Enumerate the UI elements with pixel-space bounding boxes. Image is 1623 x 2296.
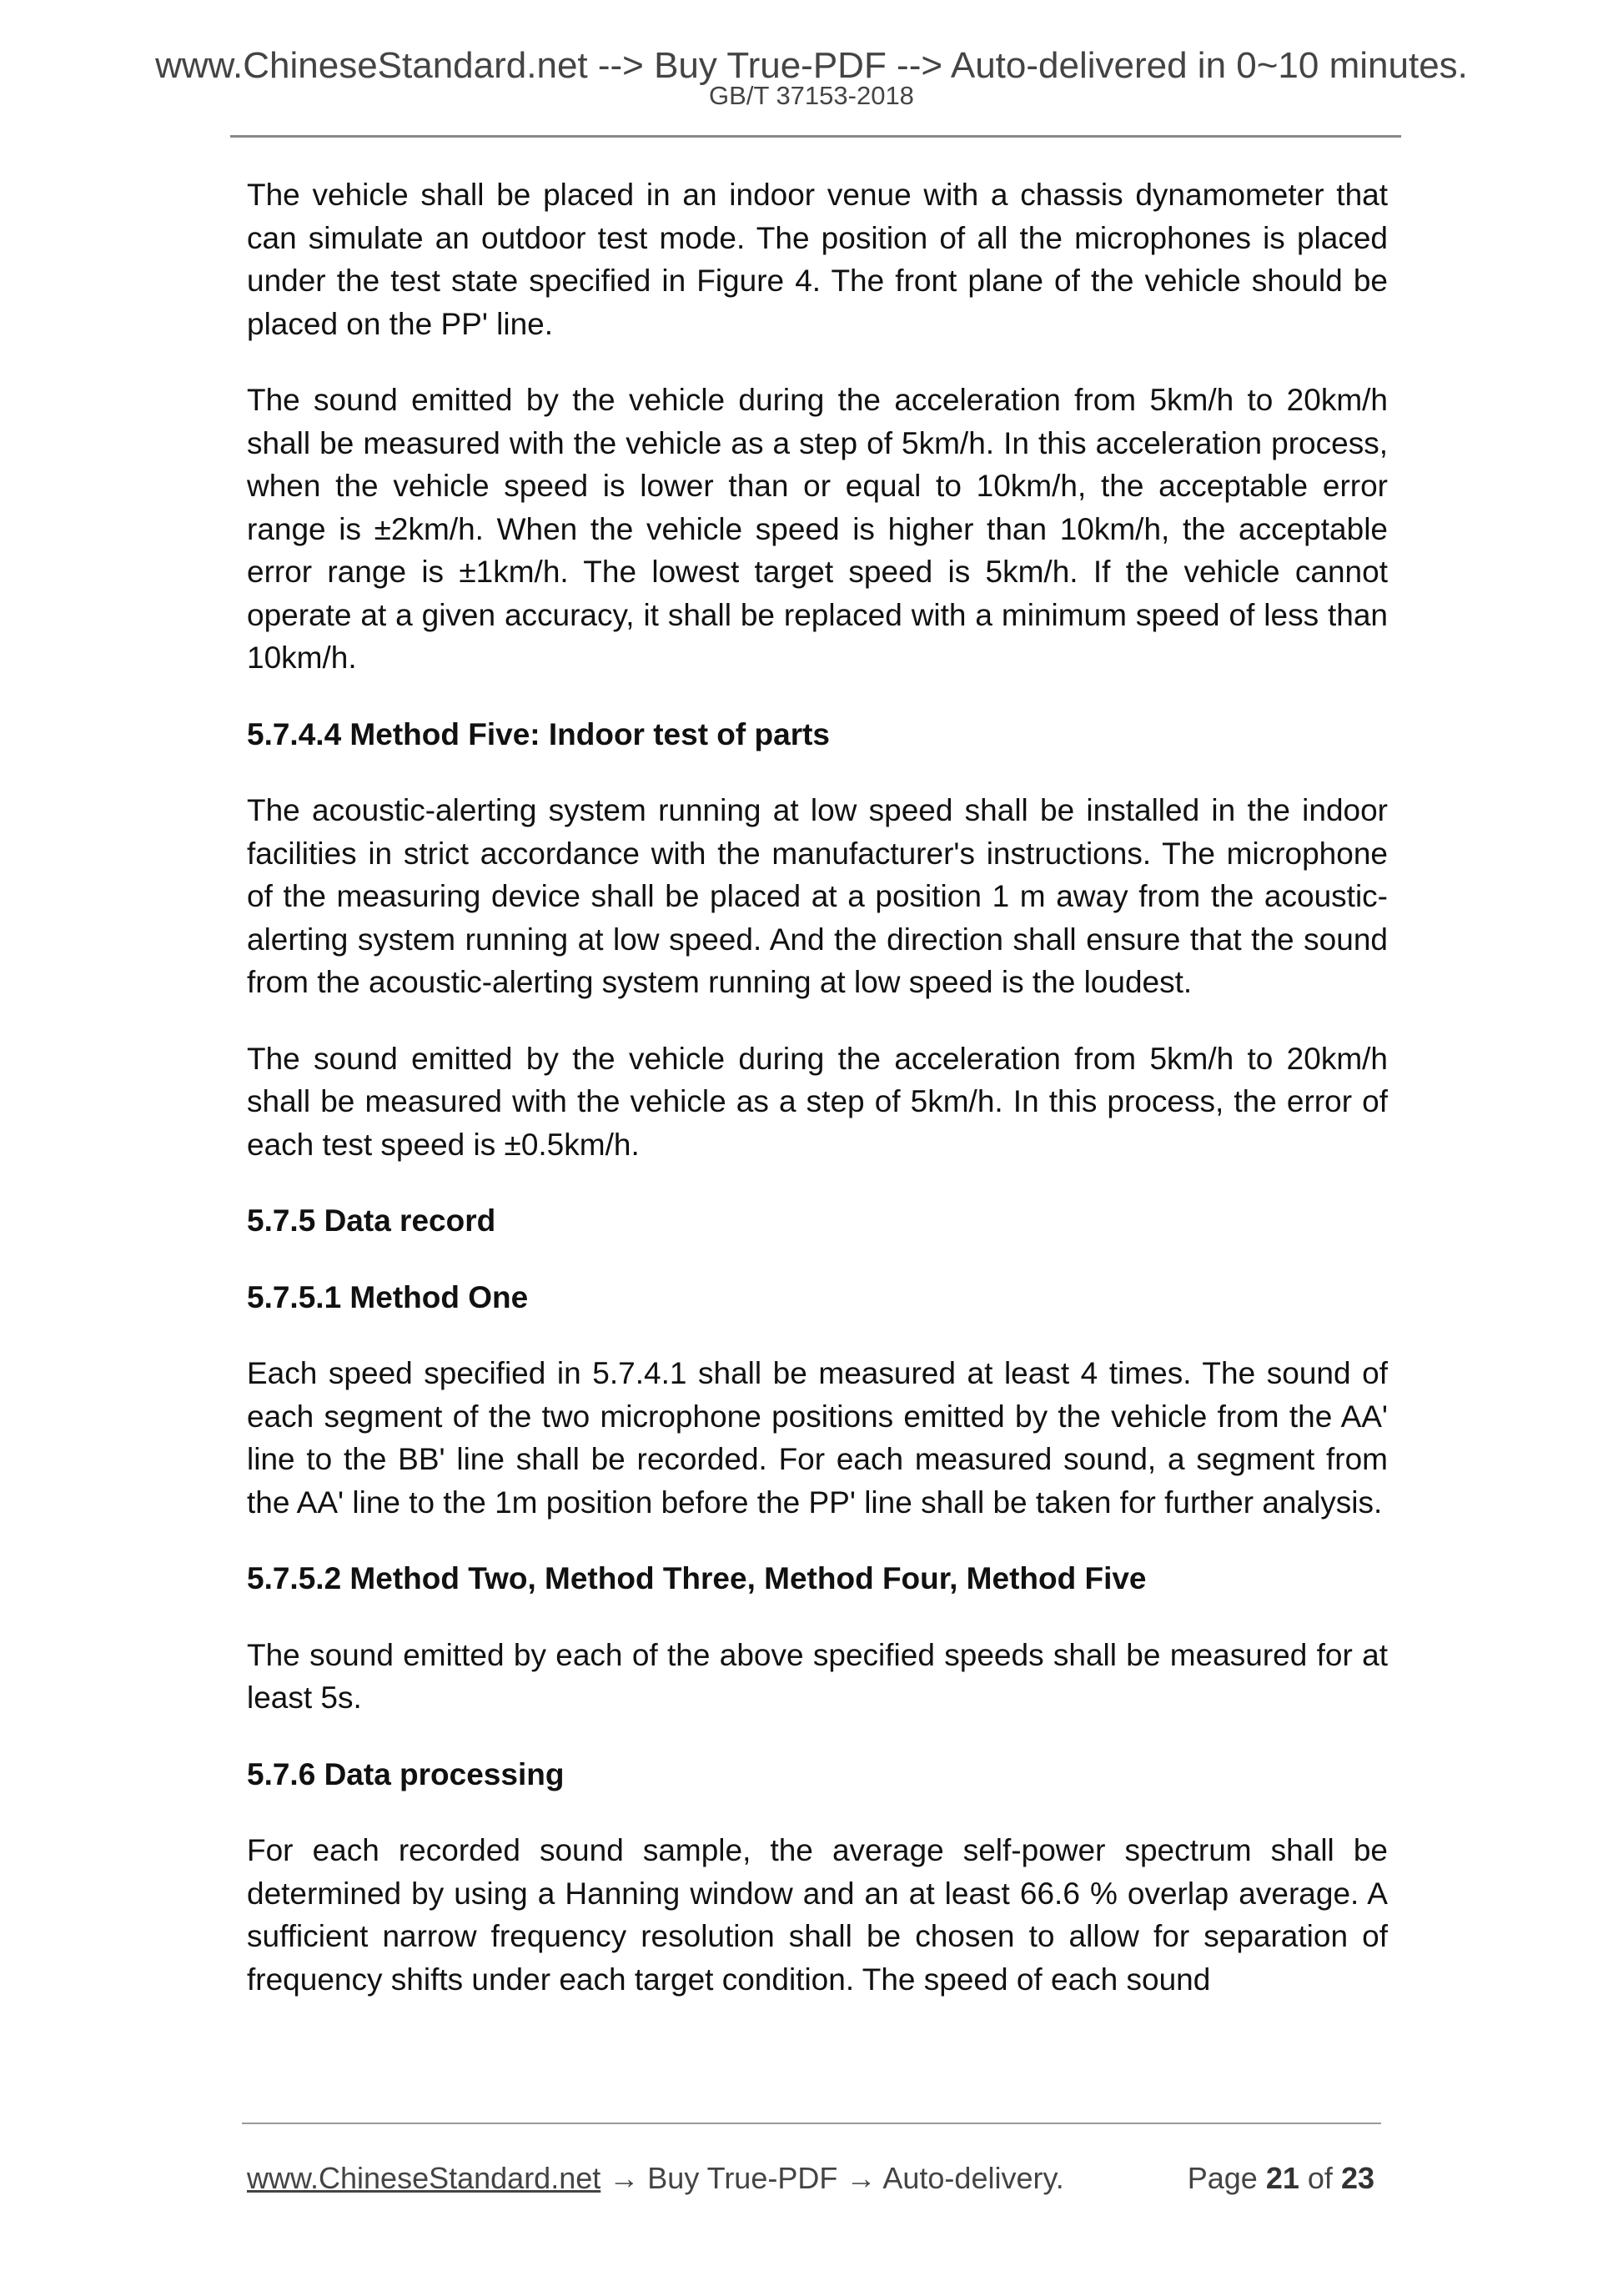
of-label: of: [1307, 2161, 1333, 2195]
page-label: Page: [1187, 2161, 1258, 2195]
section-heading: 5.7.4.4 Method Five: Indoor test of parts: [247, 716, 830, 751]
footer-delivery-text: Auto-delivery.: [882, 2161, 1064, 2195]
paragraph: The sound emitted by the vehicle during the acceleration from 5km/h to 20km/h shall be measured with the vehicle as a step of 5km/h. In this process, the error of each test speed is ±0.5km/h.: [247, 1041, 1388, 1162]
footer-divider: [242, 2123, 1381, 2124]
arrow-icon: →: [846, 2161, 877, 2195]
paragraph: For each recorded sound sample, the average self-power spectrum shall be determined by using a Hanning window and an at least 66.6 % overlap average. A sufficient narrow frequency resolution shall be chosen to allow for separation of frequency shifts under each target condition. The speed of each sound: [247, 1833, 1388, 1997]
paragraph: The vehicle shall be placed in an indoor venue with a chassis dynamometer that can simulate an outdoor test mode. The position of all the microphones is placed under the test state specified in Figure 4. The front plane of the vehicle should be placed on the PP' line.: [247, 178, 1388, 341]
paragraph: The acoustic-alerting system running at low speed shall be installed in the indoor facilities in strict accordance with the manufacturer's instructions. The microphone of the measuring device shall be placed at a position 1 m away from the acoustic-alerting system running at low speed. And the direction shall ensure that the sound from the acoustic-alerting system running at low speed is the loudest.: [247, 793, 1388, 999]
section-heading: 5.7.5 Data record: [247, 1203, 496, 1238]
footer-site-link[interactable]: www.ChineseStandard.net: [247, 2161, 601, 2195]
paragraph: The sound emitted by the vehicle during the acceleration from 5km/h to 20km/h shall be measured with the vehicle as a step of 5km/h. In this acceleration process, when the vehicle speed is lower than or equal to 10km/h, the acceptable error range is ±2km/h. When the vehicle speed is higher than 10km/h, the acceptable error range is ±1km/h. The lowest target speed is 5km/h. If the vehicle cannot operate at a given accuracy, it shall be replaced with a minimum speed of less than 10km/h.: [247, 383, 1388, 675]
section-heading: 5.7.5.1 Method One: [247, 1279, 529, 1314]
standard-code: GB/T 37153-2018: [709, 81, 914, 110]
footer: [247, 2160, 1383, 2197]
header-banner: www.ChineseStandard.net --> Buy True-PDF --> Auto-delivered in 0~10 minutes.: [155, 45, 1468, 86]
arrow-icon: →: [609, 2161, 640, 2195]
page-total: 23: [1340, 2161, 1374, 2195]
page-current: 21: [1265, 2161, 1299, 2195]
section-heading: 5.7.6 Data processing: [247, 1756, 565, 1791]
paragraph: Each speed specified in 5.7.4.1 shall be measured at least 4 times. The sound of each segment of the two microphone positions emitted by the vehicle from the AA' line to the BB' line shall be recorded. For each measured sound, a segment from the AA' line to the 1m position before the PP' line shall be taken for further analysis.: [247, 1356, 1388, 1520]
paragraph: The sound emitted by each of the above specified speeds shall be measured for at least 5s.: [247, 1637, 1388, 1715]
footer-buy-text: Buy True-PDF: [647, 2161, 838, 2195]
document-body: [247, 173, 1388, 2034]
page-indicator: [1188, 2160, 1374, 2197]
header-divider: [230, 135, 1401, 138]
section-heading: 5.7.5.2 Method Two, Method Three, Method Four, Method Five: [247, 1561, 1147, 1595]
